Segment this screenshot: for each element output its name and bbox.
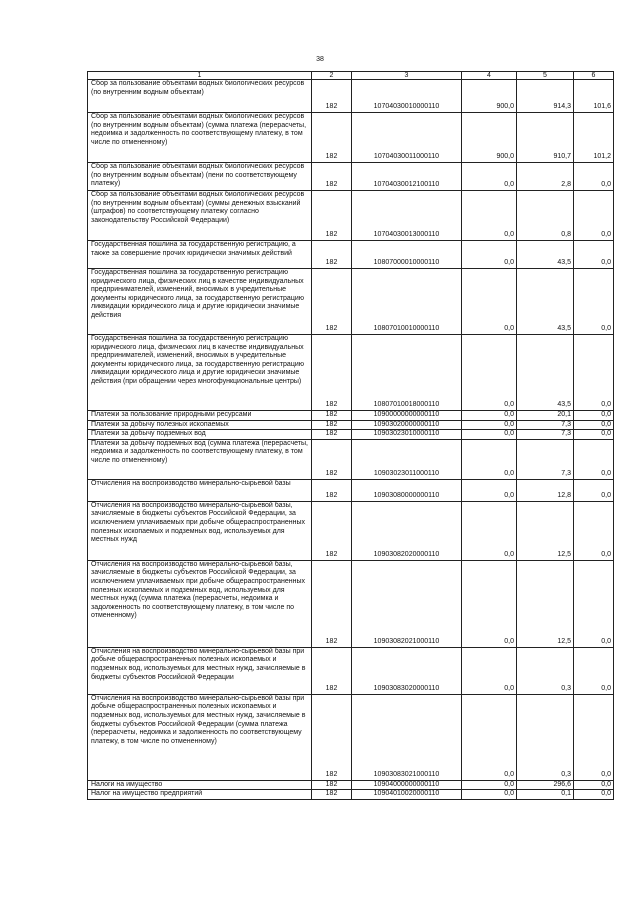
row-name: Платежи за добычу подземных вод	[88, 430, 312, 440]
budget-revenue-table	[87, 71, 614, 800]
table-header-row	[88, 72, 614, 80]
row-admin-code: 182	[312, 420, 352, 430]
column-header: 6	[574, 72, 614, 80]
table-row	[88, 647, 614, 694]
row-percent-value: 0,0	[574, 647, 614, 694]
table-row	[88, 113, 614, 163]
row-name: Сбор за пользование объектами водных биологических ресурсов (по внутренним водным объектам) (сумма платежа (перерасчеты, недоимка и задолженность по соответствующему платежу, в том числе по отмененному)	[88, 113, 312, 163]
row-percent-value: 0,0	[574, 241, 614, 269]
row-percent-value: 0,0	[574, 163, 614, 191]
row-fact-value: 2,8	[517, 163, 574, 191]
table-row	[88, 780, 614, 790]
row-fact-value: 0,1	[517, 790, 574, 800]
row-admin-code: 182	[312, 560, 352, 647]
row-plan-value: 0,0	[462, 694, 517, 780]
column-header: 4	[462, 72, 517, 80]
row-budget-code: 10903020000000110	[352, 420, 462, 430]
row-admin-code: 182	[312, 694, 352, 780]
row-budget-code: 10704030010000110	[352, 80, 462, 113]
row-budget-code: 10704030013000110	[352, 191, 462, 241]
row-percent-value: 0,0	[574, 411, 614, 421]
row-admin-code: 182	[312, 80, 352, 113]
row-plan-value: 0,0	[462, 780, 517, 790]
row-fact-value: 20,1	[517, 411, 574, 421]
row-percent-value: 0,0	[574, 191, 614, 241]
row-name: Сбор за пользование объектами водных биологических ресурсов (по внутренним водным объектам) (пени по соответствующему платежу)	[88, 163, 312, 191]
row-name: Отчисления на воспроизводство минерально-сырьевой базы	[88, 479, 312, 501]
row-budget-code: 10903082020000110	[352, 501, 462, 560]
row-percent-value: 0,0	[574, 420, 614, 430]
row-budget-code: 10903083020000110	[352, 647, 462, 694]
row-name: Налоги на имущество	[88, 780, 312, 790]
row-percent-value: 0,0	[574, 439, 614, 479]
row-percent-value: 0,0	[574, 694, 614, 780]
table-row	[88, 479, 614, 501]
row-admin-code: 182	[312, 113, 352, 163]
row-admin-code: 182	[312, 647, 352, 694]
row-admin-code: 182	[312, 430, 352, 440]
row-name: Отчисления на воспроизводство минерально-сырьевой базы, зачисляемые в бюджеты субъектов Российской Федерации, за исключением уплачиваемых при добыче общераспространенных полезных ископаемых и подземных вод, используемых для местных нужд	[88, 501, 312, 560]
row-fact-value: 12,5	[517, 560, 574, 647]
row-admin-code: 182	[312, 501, 352, 560]
row-budget-code: 10704030012100110	[352, 163, 462, 191]
row-budget-code: 10903082021000110	[352, 560, 462, 647]
row-percent-value: 0,0	[574, 560, 614, 647]
row-name: Сбор за пользование объектами водных биологических ресурсов (по внутренним водным объектам)	[88, 80, 312, 113]
row-name: Платежи за добычу полезных ископаемых	[88, 420, 312, 430]
row-plan-value: 0,0	[462, 501, 517, 560]
row-plan-value: 0,0	[462, 411, 517, 421]
row-percent-value: 101,6	[574, 80, 614, 113]
row-percent-value: 101,2	[574, 113, 614, 163]
row-fact-value: 0,3	[517, 647, 574, 694]
row-plan-value: 0,0	[462, 191, 517, 241]
row-name: Платежи за добычу подземных вод (сумма платежа (перерасчеты, недоимка и задолженность по соответствующему платежу, в том числе по отмененному)	[88, 439, 312, 479]
column-header: 2	[312, 72, 352, 80]
row-fact-value: 910,7	[517, 113, 574, 163]
table-row	[88, 335, 614, 411]
row-percent-value: 0,0	[574, 430, 614, 440]
row-plan-value: 0,0	[462, 790, 517, 800]
row-admin-code: 182	[312, 335, 352, 411]
row-fact-value: 914,3	[517, 80, 574, 113]
table-row	[88, 269, 614, 335]
row-percent-value: 0,0	[574, 790, 614, 800]
row-admin-code: 182	[312, 479, 352, 501]
row-fact-value: 12,8	[517, 479, 574, 501]
column-header: 1	[88, 72, 312, 80]
row-percent-value: 0,0	[574, 479, 614, 501]
row-admin-code: 182	[312, 269, 352, 335]
column-header: 5	[517, 72, 574, 80]
row-plan-value: 900,0	[462, 80, 517, 113]
table-row	[88, 790, 614, 800]
row-budget-code: 10903023011000110	[352, 439, 462, 479]
column-header: 3	[352, 72, 462, 80]
table-row	[88, 411, 614, 421]
row-admin-code: 182	[312, 191, 352, 241]
row-admin-code: 182	[312, 241, 352, 269]
row-fact-value: 296,6	[517, 780, 574, 790]
row-name: Государственная пошлина за государственную регистрацию, а также за совершение прочих юридически значимых действий	[88, 241, 312, 269]
table-row	[88, 241, 614, 269]
row-name: Государственная пошлина за государственную регистрацию юридического лица, физических лиц в качестве индивидуальных предпринимателей, изменений, вносимых в учредительные документы юридического лица, за государственную регистрацию ликвидации юридического лица и другие юридически значимые действия (при обращении через многофункциональные центры)	[88, 335, 312, 411]
row-plan-value: 0,0	[462, 560, 517, 647]
row-budget-code: 10900000000000110	[352, 411, 462, 421]
row-plan-value: 0,0	[462, 439, 517, 479]
row-percent-value: 0,0	[574, 501, 614, 560]
row-budget-code: 10704030011000110	[352, 113, 462, 163]
row-admin-code: 182	[312, 163, 352, 191]
row-budget-code: 10904010020000110	[352, 790, 462, 800]
row-admin-code: 182	[312, 411, 352, 421]
table-row	[88, 163, 614, 191]
row-budget-code: 10903083021000110	[352, 694, 462, 780]
row-plan-value: 0,0	[462, 420, 517, 430]
row-admin-code: 182	[312, 780, 352, 790]
row-fact-value: 7,3	[517, 439, 574, 479]
row-budget-code: 10807010010000110	[352, 269, 462, 335]
row-plan-value: 0,0	[462, 479, 517, 501]
row-name: Отчисления на воспроизводство минерально-сырьевой базы при добыче общераспространенных полезных ископаемых и подземных вод, используемых для местных нужд, зачисляемые в бюджеты субъектов Российской Федерации	[88, 647, 312, 694]
row-plan-value: 900,0	[462, 113, 517, 163]
table-row	[88, 439, 614, 479]
row-fact-value: 43,5	[517, 335, 574, 411]
row-fact-value: 12,5	[517, 501, 574, 560]
row-percent-value: 0,0	[574, 335, 614, 411]
row-name: Сбор за пользование объектами водных биологических ресурсов (по внутренним водным объектам) (суммы денежных взысканий (штрафов) по соответствующему платежу согласно законодательству Российской Федерации)	[88, 191, 312, 241]
page-number: 38	[316, 56, 324, 63]
row-plan-value: 0,0	[462, 241, 517, 269]
table-row	[88, 430, 614, 440]
table-row	[88, 191, 614, 241]
table-row	[88, 501, 614, 560]
table-row	[88, 694, 614, 780]
table-row	[88, 560, 614, 647]
row-fact-value: 43,5	[517, 241, 574, 269]
row-percent-value: 0,0	[574, 269, 614, 335]
row-budget-code: 10904000000000110	[352, 780, 462, 790]
row-plan-value: 0,0	[462, 430, 517, 440]
row-name: Отчисления на воспроизводство минерально-сырьевой базы при добыче общераспространенных полезных ископаемых и подземных вод, используемых для местных нужд, зачисляемые в бюджеты субъектов Российской Федерации (сумма платежа (перерасчеты, недоимка и задолженность по соответствующему платежу, в том числе по отмененному)	[88, 694, 312, 780]
row-budget-code: 10903023010000110	[352, 430, 462, 440]
row-name: Налог на имущество предприятий	[88, 790, 312, 800]
row-plan-value: 0,0	[462, 269, 517, 335]
row-name: Государственная пошлина за государственную регистрацию юридического лица, физических лиц в качестве индивидуальных предпринимателей, изменений, вносимых в учредительные документы юридического лица, за государственную регистрацию ликвидации юридического лица и другие юридически значимые действия	[88, 269, 312, 335]
row-fact-value: 0,8	[517, 191, 574, 241]
table-row	[88, 80, 614, 113]
row-fact-value: 7,3	[517, 420, 574, 430]
row-fact-value: 43,5	[517, 269, 574, 335]
row-admin-code: 182	[312, 439, 352, 479]
row-admin-code: 182	[312, 790, 352, 800]
row-fact-value: 0,3	[517, 694, 574, 780]
row-name: Отчисления на воспроизводство минерально-сырьевой базы, зачисляемые в бюджеты субъектов Российской Федерации, за исключением уплачиваемых при добыче общераспространенных полезных ископаемых и подземных вод, используемых для местных нужд (сумма платежа (перерасчеты, недоимка и задолженность по соответствующему платежу, в том числе по отмененному)	[88, 560, 312, 647]
row-plan-value: 0,0	[462, 647, 517, 694]
row-budget-code: 10807000010000110	[352, 241, 462, 269]
row-budget-code: 10903080000000110	[352, 479, 462, 501]
row-plan-value: 0,0	[462, 163, 517, 191]
row-fact-value: 7,3	[517, 430, 574, 440]
row-budget-code: 10807010018000110	[352, 335, 462, 411]
table-row	[88, 420, 614, 430]
row-plan-value: 0,0	[462, 335, 517, 411]
row-name: Платежи за пользование природными ресурсами	[88, 411, 312, 421]
row-percent-value: 0,0	[574, 780, 614, 790]
